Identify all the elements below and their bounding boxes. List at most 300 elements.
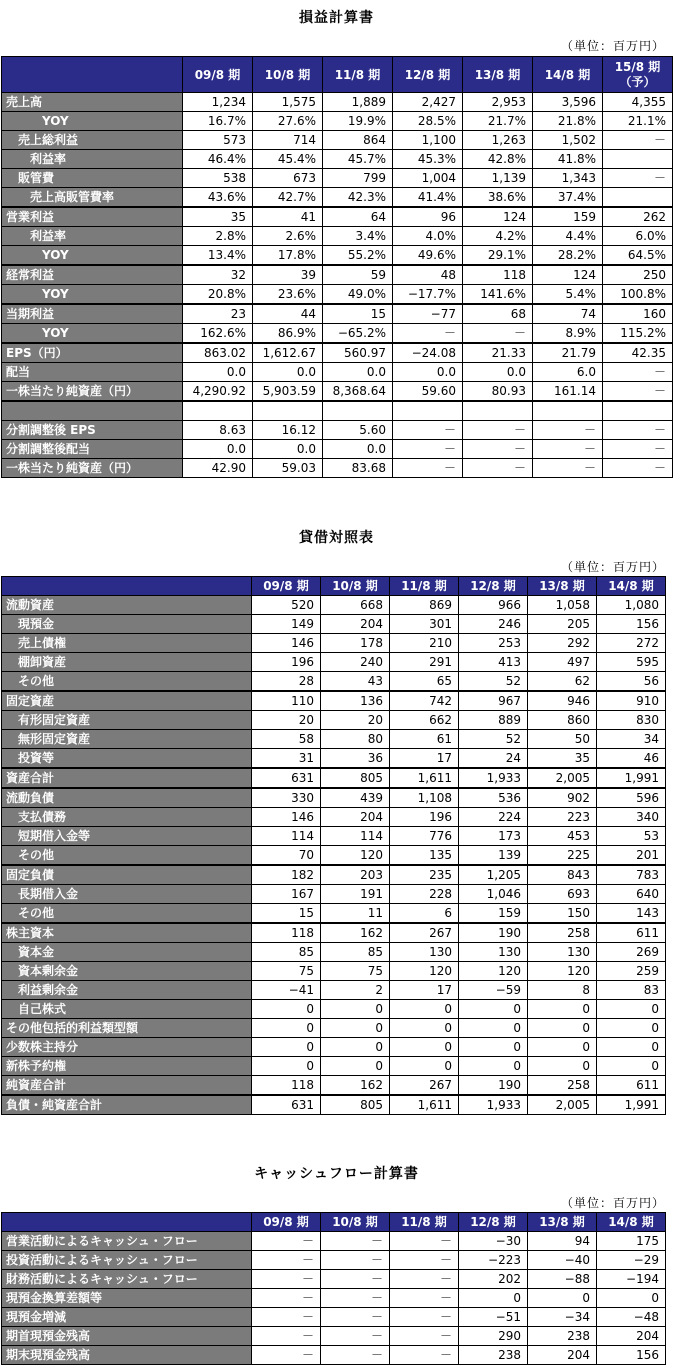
table-cell: 267 bbox=[390, 1076, 459, 1096]
table-cell: 114 bbox=[252, 827, 321, 846]
row-label: EPS（円） bbox=[2, 343, 183, 363]
table-cell: 31 bbox=[252, 749, 321, 769]
table-cell: 52 bbox=[459, 672, 528, 692]
table-row bbox=[2, 1000, 666, 1019]
row-label: 売上総利益 bbox=[2, 131, 183, 150]
table-cell: 120 bbox=[390, 962, 459, 981]
table-cell bbox=[323, 401, 393, 421]
cashflow-column-header: 14/8 期 bbox=[597, 1213, 666, 1232]
table-row bbox=[2, 1308, 666, 1327]
table-cell: 45.7% bbox=[323, 150, 393, 169]
row-label: 純資産合計 bbox=[2, 1076, 252, 1096]
table-cell: 58 bbox=[252, 730, 321, 749]
table-cell: 178 bbox=[321, 634, 390, 653]
table-cell: 4,355 bbox=[603, 93, 673, 112]
row-label bbox=[2, 401, 183, 421]
table-cell: 1,575 bbox=[253, 93, 323, 112]
table-cell: 44 bbox=[253, 304, 323, 324]
table-cell bbox=[393, 401, 463, 421]
table-cell: 159 bbox=[459, 904, 528, 924]
table-cell: 5,903.59 bbox=[253, 382, 323, 402]
table-cell: 162 bbox=[321, 1076, 390, 1096]
table-cell: 1,611 bbox=[390, 1095, 459, 1115]
table-cell: 74 bbox=[533, 304, 603, 324]
row-label: 配当 bbox=[2, 363, 183, 382]
table-cell: 42.7% bbox=[253, 188, 323, 208]
table-cell: 0 bbox=[252, 1038, 321, 1057]
income-column-header: 14/8 期 bbox=[533, 57, 603, 93]
table-cell: 196 bbox=[390, 808, 459, 827]
table-cell: 830 bbox=[597, 711, 666, 730]
table-cell: 136 bbox=[321, 691, 390, 711]
table-row bbox=[2, 596, 666, 615]
table-cell: 0 bbox=[252, 1019, 321, 1038]
table-cell: 210 bbox=[390, 634, 459, 653]
table-cell: 240 bbox=[321, 653, 390, 672]
table-cell: 46.4% bbox=[183, 150, 253, 169]
table-cell: 1,612.67 bbox=[253, 343, 323, 363]
table-cell: 21.33 bbox=[463, 343, 533, 363]
table-cell: 783 bbox=[597, 865, 666, 885]
table-cell: 4.0% bbox=[393, 227, 463, 246]
table-cell bbox=[603, 150, 673, 169]
table-cell: −194 bbox=[597, 1270, 666, 1289]
table-cell: 36 bbox=[321, 749, 390, 769]
table-cell: 1,889 bbox=[323, 93, 393, 112]
table-cell: 0.0 bbox=[253, 440, 323, 459]
row-label: 分割調整後 EPS bbox=[2, 421, 183, 440]
row-label: YOY bbox=[2, 112, 183, 131]
table-row bbox=[2, 865, 666, 885]
table-cell: － bbox=[533, 459, 603, 478]
row-label: 営業利益 bbox=[2, 207, 183, 227]
row-label: 棚卸資産 bbox=[2, 653, 252, 672]
table-cell: 156 bbox=[597, 1346, 666, 1365]
row-label: 利益率 bbox=[2, 150, 183, 169]
table-cell: 94 bbox=[528, 1232, 597, 1251]
balance-column-header: 09/8 期 bbox=[252, 577, 321, 596]
table-row bbox=[2, 93, 673, 112]
table-cell: 150 bbox=[528, 904, 597, 924]
table-row bbox=[2, 788, 666, 808]
table-cell: 0.0 bbox=[463, 363, 533, 382]
table-row bbox=[2, 459, 673, 478]
cashflow-column-header: 10/8 期 bbox=[321, 1213, 390, 1232]
row-label: 投資活動によるキャッシュ・フロー bbox=[2, 1251, 252, 1270]
table-cell: 0.0 bbox=[253, 363, 323, 382]
table-cell: 1,205 bbox=[459, 865, 528, 885]
table-cell: 4.2% bbox=[463, 227, 533, 246]
table-cell: 202 bbox=[459, 1270, 528, 1289]
income-column-header: 09/8 期 bbox=[183, 57, 253, 93]
table-cell: － bbox=[321, 1308, 390, 1327]
table-cell: 0 bbox=[597, 1038, 666, 1057]
table-cell: 32 bbox=[183, 265, 253, 285]
table-cell: 1,004 bbox=[393, 169, 463, 188]
table-cell: 238 bbox=[459, 1346, 528, 1365]
table-cell: 453 bbox=[528, 827, 597, 846]
table-row bbox=[2, 363, 673, 382]
table-cell: 42.8% bbox=[463, 150, 533, 169]
table-cell: 640 bbox=[597, 885, 666, 904]
row-label: 売上高販管費率 bbox=[2, 188, 183, 208]
cashflow-header-corner bbox=[2, 1213, 252, 1232]
cashflow-unit-label: （単位：百万円） bbox=[560, 1196, 665, 1210]
table-cell: 267 bbox=[390, 923, 459, 943]
table-cell: 34 bbox=[597, 730, 666, 749]
table-cell: 46 bbox=[597, 749, 666, 769]
table-row bbox=[2, 1346, 666, 1365]
table-cell: 0 bbox=[597, 1289, 666, 1308]
row-label: 長期借入金 bbox=[2, 885, 252, 904]
table-cell: 120 bbox=[321, 846, 390, 866]
table-cell: 596 bbox=[597, 788, 666, 808]
table-row bbox=[2, 285, 673, 305]
table-cell: 80 bbox=[321, 730, 390, 749]
table-cell: 139 bbox=[459, 846, 528, 866]
table-cell: 161.14 bbox=[533, 382, 603, 402]
table-row bbox=[2, 1251, 666, 1270]
table-cell: － bbox=[390, 1270, 459, 1289]
table-cell: −77 bbox=[393, 304, 463, 324]
table-cell: 6 bbox=[390, 904, 459, 924]
table-cell: 205 bbox=[528, 615, 597, 634]
table-cell: 1,991 bbox=[597, 768, 666, 788]
table-cell: 160 bbox=[603, 304, 673, 324]
table-cell: 141.6% bbox=[463, 285, 533, 305]
table-cell: 143 bbox=[597, 904, 666, 924]
table-cell: 204 bbox=[321, 615, 390, 634]
row-label: 利益率 bbox=[2, 227, 183, 246]
table-cell: － bbox=[321, 1270, 390, 1289]
row-label: 投資等 bbox=[2, 749, 252, 769]
table-cell: 100.8% bbox=[603, 285, 673, 305]
table-cell: −30 bbox=[459, 1232, 528, 1251]
table-cell: － bbox=[603, 459, 673, 478]
table-cell: 2,427 bbox=[393, 93, 463, 112]
table-cell: 64.5% bbox=[603, 246, 673, 266]
table-cell: － bbox=[252, 1346, 321, 1365]
table-cell: － bbox=[603, 169, 673, 188]
table-cell: 2.8% bbox=[183, 227, 253, 246]
row-label: 有形固定資産 bbox=[2, 711, 252, 730]
table-row bbox=[2, 749, 666, 769]
table-cell: 0 bbox=[252, 1057, 321, 1076]
table-cell: 0 bbox=[597, 1057, 666, 1076]
table-cell: 28 bbox=[252, 672, 321, 692]
table-cell: 0 bbox=[390, 1019, 459, 1038]
table-cell: 53 bbox=[597, 827, 666, 846]
table-cell: 0 bbox=[390, 1000, 459, 1019]
table-cell: 41.8% bbox=[533, 150, 603, 169]
table-cell: 59 bbox=[323, 265, 393, 285]
table-cell: −17.7% bbox=[393, 285, 463, 305]
table-row bbox=[2, 1327, 666, 1346]
table-cell: － bbox=[463, 459, 533, 478]
table-cell: 159 bbox=[533, 207, 603, 227]
table-cell: 156 bbox=[597, 615, 666, 634]
table-row bbox=[2, 440, 673, 459]
row-label: 流動資産 bbox=[2, 596, 252, 615]
table-cell: 0 bbox=[528, 1289, 597, 1308]
row-label: 営業活動によるキャッシュ・フロー bbox=[2, 1232, 252, 1251]
table-cell: 49.0% bbox=[323, 285, 393, 305]
table-cell: 573 bbox=[183, 131, 253, 150]
table-cell: － bbox=[390, 1232, 459, 1251]
table-cell: −51 bbox=[459, 1308, 528, 1327]
table-cell: 83.68 bbox=[323, 459, 393, 478]
table-cell: 64 bbox=[323, 207, 393, 227]
table-cell: 560.97 bbox=[323, 343, 393, 363]
table-cell: 120 bbox=[528, 962, 597, 981]
table-cell: 11 bbox=[321, 904, 390, 924]
table-cell: 130 bbox=[459, 943, 528, 962]
table-row bbox=[2, 1270, 666, 1289]
table-cell: 864 bbox=[323, 131, 393, 150]
cashflow-column-header: 13/8 期 bbox=[528, 1213, 597, 1232]
table-cell: 1,991 bbox=[597, 1095, 666, 1115]
table-cell: 538 bbox=[183, 169, 253, 188]
table-cell: － bbox=[321, 1232, 390, 1251]
row-label: 利益剰余金 bbox=[2, 981, 252, 1000]
table-cell: 17 bbox=[390, 749, 459, 769]
table-cell: −88 bbox=[528, 1270, 597, 1289]
table-cell: 250 bbox=[603, 265, 673, 285]
table-cell: 4.4% bbox=[533, 227, 603, 246]
table-cell: 86.9% bbox=[253, 324, 323, 344]
table-cell: −41 bbox=[252, 981, 321, 1000]
table-cell: 497 bbox=[528, 653, 597, 672]
row-label: 負債・純資産合計 bbox=[2, 1095, 252, 1115]
table-cell: 85 bbox=[321, 943, 390, 962]
table-cell: 50 bbox=[528, 730, 597, 749]
table-cell: 223 bbox=[528, 808, 597, 827]
income-column-header: 11/8 期 bbox=[323, 57, 393, 93]
table-cell: 2,005 bbox=[528, 768, 597, 788]
table-cell: 860 bbox=[528, 711, 597, 730]
table-cell: 2,953 bbox=[463, 93, 533, 112]
table-cell: 714 bbox=[253, 131, 323, 150]
table-row bbox=[2, 730, 666, 749]
table-cell: 28.5% bbox=[393, 112, 463, 131]
table-cell: 291 bbox=[390, 653, 459, 672]
table-cell: 203 bbox=[321, 865, 390, 885]
table-cell: 162.6% bbox=[183, 324, 253, 344]
table-row bbox=[2, 615, 666, 634]
row-label: その他 bbox=[2, 672, 252, 692]
row-label: 流動負債 bbox=[2, 788, 252, 808]
table-cell: 889 bbox=[459, 711, 528, 730]
table-cell: 693 bbox=[528, 885, 597, 904]
table-cell: － bbox=[393, 421, 463, 440]
table-cell: 201 bbox=[597, 846, 666, 866]
table-cell: － bbox=[393, 440, 463, 459]
row-label: 短期借入金等 bbox=[2, 827, 252, 846]
table-cell: 0.0 bbox=[393, 363, 463, 382]
table-row bbox=[2, 421, 673, 440]
table-cell: 225 bbox=[528, 846, 597, 866]
table-cell bbox=[183, 401, 253, 421]
table-cell: 2.6% bbox=[253, 227, 323, 246]
table-cell: 0.0 bbox=[183, 440, 253, 459]
table-cell: 59.60 bbox=[393, 382, 463, 402]
table-cell: 45.3% bbox=[393, 150, 463, 169]
row-label: 現預金 bbox=[2, 615, 252, 634]
table-cell: 0 bbox=[390, 1038, 459, 1057]
table-cell: 120 bbox=[459, 962, 528, 981]
cashflow-title: キャッシュフロー計算書 bbox=[254, 1166, 419, 1182]
table-cell: 13.4% bbox=[183, 246, 253, 266]
table-cell: 1,108 bbox=[390, 788, 459, 808]
table-cell: 0 bbox=[390, 1057, 459, 1076]
table-row bbox=[2, 112, 673, 131]
table-cell: 1,933 bbox=[459, 768, 528, 788]
table-row bbox=[2, 711, 666, 730]
table-cell: 4,290.92 bbox=[183, 382, 253, 402]
table-cell: － bbox=[321, 1346, 390, 1365]
table-cell: 17 bbox=[390, 981, 459, 1000]
table-cell: 673 bbox=[253, 169, 323, 188]
row-label: 株主資本 bbox=[2, 923, 252, 943]
table-cell: 35 bbox=[183, 207, 253, 227]
row-label: 無形固定資産 bbox=[2, 730, 252, 749]
table-cell: 83 bbox=[597, 981, 666, 1000]
table-cell bbox=[463, 401, 533, 421]
table-cell: 0 bbox=[528, 1019, 597, 1038]
table-cell: 23.6% bbox=[253, 285, 323, 305]
table-cell: 330 bbox=[252, 788, 321, 808]
table-cell: 843 bbox=[528, 865, 597, 885]
table-cell: 272 bbox=[597, 634, 666, 653]
table-cell: 3.4% bbox=[323, 227, 393, 246]
table-cell: 0 bbox=[459, 1057, 528, 1076]
table-cell: 668 bbox=[321, 596, 390, 615]
table-cell: 662 bbox=[390, 711, 459, 730]
table-cell: － bbox=[390, 1308, 459, 1327]
row-label: 一株当たり純資産（円） bbox=[2, 459, 183, 478]
table-row bbox=[2, 634, 666, 653]
table-cell: 0 bbox=[459, 1038, 528, 1057]
table-cell: 1,100 bbox=[393, 131, 463, 150]
cashflow-header-row bbox=[2, 1213, 666, 1232]
table-cell: － bbox=[321, 1289, 390, 1308]
table-cell: 0.0 bbox=[183, 363, 253, 382]
table-cell: 37.4% bbox=[533, 188, 603, 208]
table-cell: － bbox=[463, 421, 533, 440]
table-cell: 0 bbox=[321, 1000, 390, 1019]
row-label: 売上債権 bbox=[2, 634, 252, 653]
balance-sheet-title: 貸借対照表 bbox=[299, 530, 374, 546]
table-cell: 21.79 bbox=[533, 343, 603, 363]
table-cell: 42.90 bbox=[183, 459, 253, 478]
table-cell: － bbox=[252, 1327, 321, 1346]
table-cell: 259 bbox=[597, 962, 666, 981]
row-label: 経常利益 bbox=[2, 265, 183, 285]
table-cell: 19.9% bbox=[323, 112, 393, 131]
table-cell: −223 bbox=[459, 1251, 528, 1270]
income-statement-table bbox=[1, 56, 673, 478]
balance-column-header: 10/8 期 bbox=[321, 577, 390, 596]
table-cell: － bbox=[252, 1270, 321, 1289]
table-cell: － bbox=[603, 363, 673, 382]
table-cell: 75 bbox=[321, 962, 390, 981]
row-label: 財務活動によるキャッシュ・フロー bbox=[2, 1270, 252, 1289]
table-cell: 1,139 bbox=[463, 169, 533, 188]
table-cell: 146 bbox=[252, 808, 321, 827]
table-cell: － bbox=[321, 1251, 390, 1270]
table-cell: 0 bbox=[321, 1038, 390, 1057]
table-cell: － bbox=[252, 1289, 321, 1308]
balance-header-row bbox=[2, 577, 666, 596]
row-label: 現預金換算差額等 bbox=[2, 1289, 252, 1308]
table-cell: － bbox=[603, 382, 673, 402]
table-cell: 61 bbox=[390, 730, 459, 749]
table-cell: 863.02 bbox=[183, 343, 253, 363]
table-cell: 1,046 bbox=[459, 885, 528, 904]
balance-column-header: 13/8 期 bbox=[528, 577, 597, 596]
table-cell: 902 bbox=[528, 788, 597, 808]
table-cell: 595 bbox=[597, 653, 666, 672]
table-row bbox=[2, 207, 673, 227]
table-cell: −65.2% bbox=[323, 324, 393, 344]
table-cell bbox=[253, 401, 323, 421]
table-row bbox=[2, 1232, 666, 1251]
table-cell: 146 bbox=[252, 634, 321, 653]
table-cell: 39 bbox=[253, 265, 323, 285]
table-cell: 611 bbox=[597, 923, 666, 943]
table-cell: － bbox=[390, 1289, 459, 1308]
income-column-header: 10/8 期 bbox=[253, 57, 323, 93]
table-cell: 167 bbox=[252, 885, 321, 904]
row-label: その他 bbox=[2, 904, 252, 924]
table-cell: −48 bbox=[597, 1308, 666, 1327]
table-cell: 805 bbox=[321, 1095, 390, 1115]
table-cell: 799 bbox=[323, 169, 393, 188]
table-cell: 1,263 bbox=[463, 131, 533, 150]
table-cell: 38.6% bbox=[463, 188, 533, 208]
table-cell: 631 bbox=[252, 768, 321, 788]
table-row bbox=[2, 981, 666, 1000]
table-cell: 536 bbox=[459, 788, 528, 808]
table-cell: 805 bbox=[321, 768, 390, 788]
row-label: 少数株主持分 bbox=[2, 1038, 252, 1057]
table-cell: 228 bbox=[390, 885, 459, 904]
table-row bbox=[2, 150, 673, 169]
table-cell: － bbox=[603, 421, 673, 440]
row-label: 固定資産 bbox=[2, 691, 252, 711]
table-cell: 124 bbox=[463, 207, 533, 227]
table-cell: 0.0 bbox=[323, 440, 393, 459]
row-label: 当期利益 bbox=[2, 304, 183, 324]
table-cell: 258 bbox=[528, 1076, 597, 1096]
table-cell: 439 bbox=[321, 788, 390, 808]
table-cell: 258 bbox=[528, 923, 597, 943]
table-cell: 290 bbox=[459, 1327, 528, 1346]
row-label: その他包括的利益類型額 bbox=[2, 1019, 252, 1038]
table-cell: 149 bbox=[252, 615, 321, 634]
row-label: YOY bbox=[2, 285, 183, 305]
row-label: 売上高 bbox=[2, 93, 183, 112]
table-cell: −59 bbox=[459, 981, 528, 1000]
table-cell: 24 bbox=[459, 749, 528, 769]
cashflow-column-header: 11/8 期 bbox=[390, 1213, 459, 1232]
row-label: 現預金増減 bbox=[2, 1308, 252, 1327]
table-cell: 1,234 bbox=[183, 93, 253, 112]
table-row bbox=[2, 1289, 666, 1308]
row-label: YOY bbox=[2, 324, 183, 344]
table-cell: 340 bbox=[597, 808, 666, 827]
table-cell: 204 bbox=[597, 1327, 666, 1346]
